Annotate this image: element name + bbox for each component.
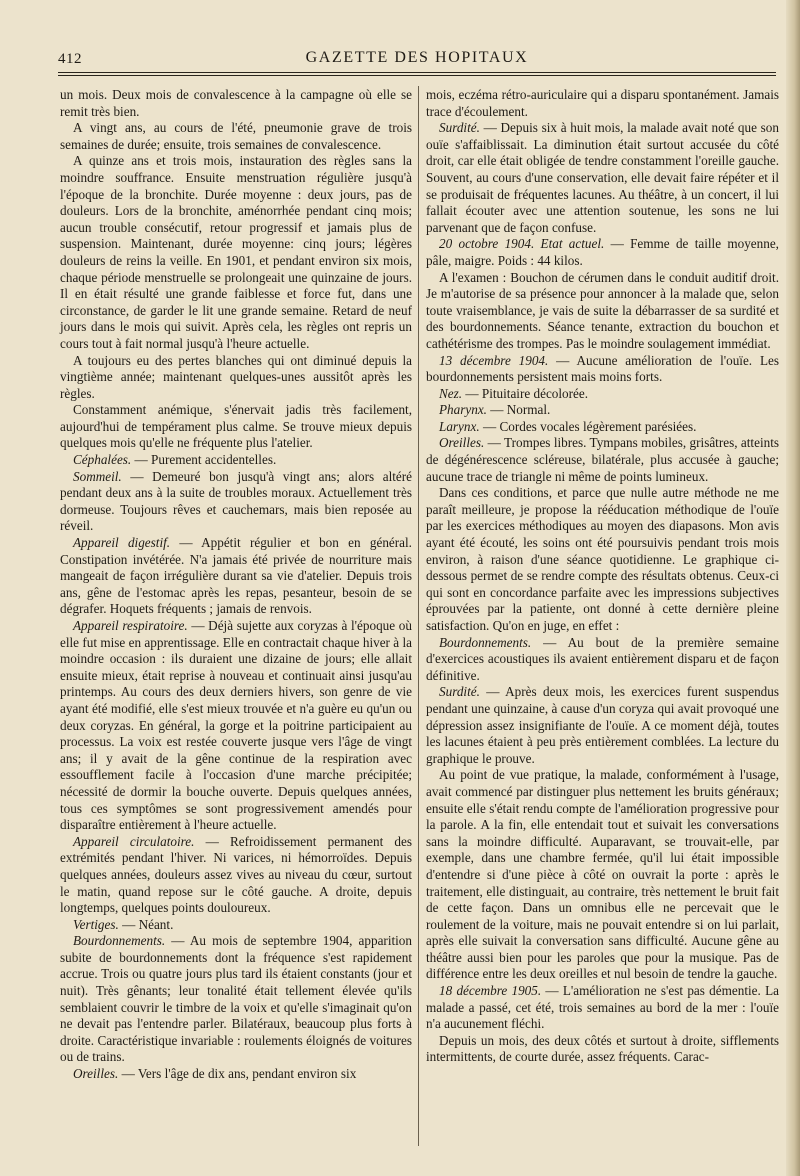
paragraph <box>60 618 412 834</box>
paragraph <box>60 353 412 403</box>
paragraph-text: — Après deux mois, les exercices furent suspendus pendant une quinzaine, à cause d'un coryza qui avait provoqué une dépression assez insignifiante de l'ouïe. A ce moment déjà, toutes les lacunes étaient à peu près entièrement comblées. La lecture du graphique le prouve. <box>426 684 779 766</box>
paragraph <box>426 353 779 386</box>
paragraph <box>426 120 779 236</box>
paragraph-text: Constamment anémique, s'énervait jadis très facilement, aujourd'hui de tempérament plus calme. Se trouve mieux depuis quelques mois qu'elle ne fréquente plus l'atelier. <box>60 402 412 451</box>
right-column <box>426 87 779 1066</box>
paragraph-text: — Au bout de la première semaine d'exercices acoustiques ils avaient entièrement disparu et de façon définitive. <box>426 634 779 683</box>
paragraph <box>426 684 779 767</box>
page-edge <box>786 0 800 1176</box>
paragraph-lead: 18 décembre 1905. <box>439 983 542 999</box>
paragraph-text: — Demeuré bon jusqu'à vingt ans; alors altéré pendant deux ans à la suite de troubles moraux. Actuellement très dormeuse. Toujours rêves et cauchemars, mais bien reposée au réveil. <box>60 468 412 534</box>
paragraph <box>60 402 412 452</box>
paragraph <box>60 469 412 535</box>
paragraph <box>426 87 779 120</box>
paragraph-text: Dans ces conditions, et parce que nulle autre méthode ne me paraît meilleure, je propose la rééducation méthodique de l'ouïe par les exercices méthodiques au moyen des diapasons. Mon avis ayant été écouté, les soins ont été poursuivis pendant trois mois environ, à raison d'une séance quotidienne. Le graphique ci-dessous permet de se rendre compte des résultats obtenus. Ceux-ci qui sont en concordance parfaite avec les impressions subjectives éprouvées par la patiente, ont donné à cette dernière pleine satisfaction. Qu'on en juge, en effet : <box>426 485 779 633</box>
paragraph <box>60 452 412 469</box>
page-header <box>58 48 776 70</box>
paragraph-text: — Appétit régulier et bon en général. Constipation invétérée. N'a jamais été privée de nourriture mais mangeait de façon irrégulière durant sa vie d'atelier. Depuis trois ans, gêne de l'estomac après les repas, pesanteur, besoin de se dégrafer. Hoquets fréquents ; jamais de renvois. <box>60 535 412 617</box>
paragraph <box>60 917 412 934</box>
paragraph <box>426 485 779 634</box>
paragraph-text: — Pituitaire décolorée. <box>462 385 589 401</box>
header-rule <box>58 72 776 73</box>
paragraph-lead: Surdité. <box>439 684 480 700</box>
paragraph-lead: Vertiges. <box>73 916 119 932</box>
paragraph-lead: Larynx. <box>439 418 480 434</box>
paragraph-lead: Pharynx. <box>439 402 487 418</box>
paragraph <box>60 535 412 618</box>
paragraph-lead: Nez. <box>439 385 463 401</box>
paragraph <box>60 153 412 352</box>
paragraph-text: — Vers l'âge de dix ans, pendant environ six <box>118 1066 357 1082</box>
paragraph-text: Au point de vue pratique, la malade, conformément à l'usage, avait commencé par distinguer plus nettement les bruits généraux; ensuite elle s'était rendu compte de l'amélioration progressive pour la parole. A la fin, elle entendait tout et suivait les conversations sans la moindre difficulté. Auparavant, se trouvait-elle, par exemple, dans une chambre fermée, qu'il lui était impossible d'entendre si d'une pièce à côté on ouvrait la porte : après le traitement, elle distinguait, au contraire, très nettement le bruit fait de cette façon. Dans un omnibus elle ne percevait que le roulement de la voiture, mais ne pouvait entendre si on lui parlait, après elle suivait la conversation sans difficulté. Aucune gêne au théâtre aussi bien pour les paroles que pour la musique. Pas de différence entre les deux oreilles et nul besoin de tendre la gauche. <box>426 767 779 982</box>
column-divider <box>418 86 419 1146</box>
paragraph <box>426 402 779 419</box>
paragraph-lead: Oreilles. <box>73 1066 119 1082</box>
paragraph-text: mois, eczéma rétro-auriculaire qui a disparu spontanément. Jamais trace d'écoulement. <box>426 87 779 119</box>
paragraph-text: — Refroidissement permanent des extrémités pendant l'hiver. Ni varices, ni hémorroïdes. Depuis quelques années, douleurs assez vives au niveau du cœur, surtout le matin, quand repose sur le côté gauche. A droite, depuis longtemps, quelques points douloureux. <box>60 833 412 916</box>
paragraph-text: — Trompes libres. Tympans mobiles, grisâtres, atteints de dégénérescence scléreuse, bilatérale, plus accusée à gauche; aucune trace de triangle ni même de points lumineux. <box>426 435 779 484</box>
journal-title: GAZETTE DES HOPITAUX <box>305 49 529 66</box>
paragraph-text: A toujours eu des pertes blanches qui ont diminué depuis la vingtième année; maintenant quelques-unes aussitôt après les règles. <box>60 352 412 401</box>
paragraph-lead: Oreilles. <box>439 435 485 451</box>
paragraph-lead: 13 décembre 1904. <box>439 352 549 368</box>
paragraph-text: A l'examen : Bouchon de cérumen dans le conduit auditif droit. Je m'autorise de sa présence pour annoncer à la malade que, selon toute vraisemblance, je vais de suite la débarrasser de sa surdité et des bourdonnements. Séance tenante, extraction du bouchon et cathétérisme des trompes. Pas le moindre soulagement immédiat. <box>426 269 779 351</box>
paragraph-text: — Normal. <box>486 402 551 418</box>
paragraph <box>426 419 779 436</box>
paragraph-lead: Sommeil. <box>73 468 122 484</box>
paragraph-text: A vingt ans, au cours de l'été, pneumonie grave de trois semaines de durée; ensuite, trois semaines de convalescence. <box>60 120 412 152</box>
paragraph-text: — Depuis six à huit mois, la malade avait noté que son ouïe s'affaiblissait. La diminution était surtout accusée du côté droit, car elle était obligée de tendre constamment l'oreille gauche. Souvent, au cours d'une conservation, elle devait faire répéter et il se produisait de fréquentes lacunes. Au théâtre, à un concert, il lui fallait écouter avec une attention soutenue, les sons ne lui parvenant que de façon confuse. <box>426 120 779 235</box>
paragraph <box>426 635 779 685</box>
paragraph <box>60 87 412 120</box>
paragraph <box>60 120 412 153</box>
paragraph <box>426 767 779 983</box>
paragraph <box>426 270 779 353</box>
paragraph-text: — Au mois de septembre 1904, apparition subite de bourdonnements dont la fréquence s'est rapidement accrue. Trois ou quatre jours plus tard ils étaient constants (jour et nuit). Très gênants; leur tonalité était tellement élevée qu'ils semblaient couvrir le timbre de la voix et qu'elle s'imaginait qu'on ne devait pas l'entendre parler. Bilatéraux, beaucoup plus forts à droite. Caractéristique invariable : roulements éloignés de voitures ou de trains. <box>60 933 412 1065</box>
paragraph-text: — Purement accidentelles. <box>131 452 277 468</box>
paragraph-lead: Bourdonnements. <box>73 933 166 949</box>
paragraph-text: — Femme de taille moyenne, pâle, maigre. Poids : 44 kilos. <box>426 236 779 268</box>
paragraph-text: — Néant. <box>118 916 174 932</box>
paragraph-lead: 20 octobre 1904. Etat actuel. <box>439 236 605 252</box>
paragraph-lead: Appareil circulatoire. <box>73 833 195 849</box>
header-rule-thin <box>58 75 776 76</box>
paragraph <box>426 435 779 485</box>
paragraph <box>426 386 779 403</box>
paragraph-text: — Aucune amélioration de l'ouïe. Les bourdonnements persistent mais moins forts. <box>426 352 779 385</box>
paragraph-lead: Appareil respiratoire. <box>73 618 188 633</box>
paragraph <box>60 933 412 1066</box>
paragraph-text: un mois. Deux mois de convalescence à la campagne où elle se remit très bien. <box>60 87 412 119</box>
paragraph-text: — Cordes vocales légèrement parésiées. <box>479 418 697 434</box>
paragraph <box>426 1033 779 1066</box>
paragraph <box>60 834 412 917</box>
paragraph-lead: Appareil digestif. <box>73 535 171 551</box>
paragraph-text: — L'amélioration ne s'est pas démentie. La malade a passé, cet été, trois semaines au bord de la mer : l'ouïe n'a aucunement fléchi. <box>426 983 779 1032</box>
paragraph <box>426 983 779 1033</box>
paragraph-lead: Céphalées. <box>73 452 132 468</box>
paragraph <box>60 1066 412 1083</box>
paragraph-text: Depuis un mois, des deux côtés et surtout à droite, sifflements intermittents, de courte durée, assez fréquents. Carac- <box>426 1032 779 1065</box>
page-number: 412 <box>58 51 82 67</box>
paragraph-text: A quinze ans et trois mois, instauration des règles sans la moindre souffrance. Ensuite menstruation régulière jusqu'à l'époque de la bronchite. Durée moyenne : deux jours, pas de douleurs. Lors de la bronchite, aménorrhée pendant cinq mois; aucun trouble consécutif, retour progressif et jamais plus de suspension. Maintenant, durée moyenne: cinq jours; légères douleurs de reins la veille. En 1901, et pendant environ six mois, chaque période menstruelle se prolongeait une quinzaine de jours. Il en était résulté une grande faiblesse et force fut, dans une circonstance, de garder le lit une grande semaine. Retard de neuf jours dans le mois qui suivit. Après cela, les règles ont repris un cours tout à fait normal jusqu'à l'heure actuelle. <box>60 153 412 351</box>
paragraph <box>426 236 779 269</box>
paragraph-lead: Bourdonnements. <box>439 634 532 650</box>
left-column <box>60 87 412 1083</box>
paragraph-lead: Surdité. <box>439 120 480 136</box>
paragraph-text: — Déjà sujette aux coryzas à l'époque où elle fut mise en apprentissage. Elle en contractait chaque hiver à la moindre occasion : ils duraient une dizaine de jours; elle allait ensuite mieux, était reprise à nouveau et continuait ainsi jusqu'au printemps. Au cours des deux derniers hivers, son genre de vie ayant été modifié, elle s'est mieux trouvée et n'a guère eu qu'un ou deux coryzas. En général, la gorge et la poitrine participaient au processus. La voix est restée couverte jusque vers l'âge de vingt ans; il y avait de la gêne continue de la respiration avec essoufflement facile à l'occasion d'une marche précipitée; nécessité de dormir la bouche ouverte. Depuis quelques années, tous ces symptômes se sont progressivement amendés pour disparaître entièrement à l'heure actuelle. <box>60 618 412 833</box>
